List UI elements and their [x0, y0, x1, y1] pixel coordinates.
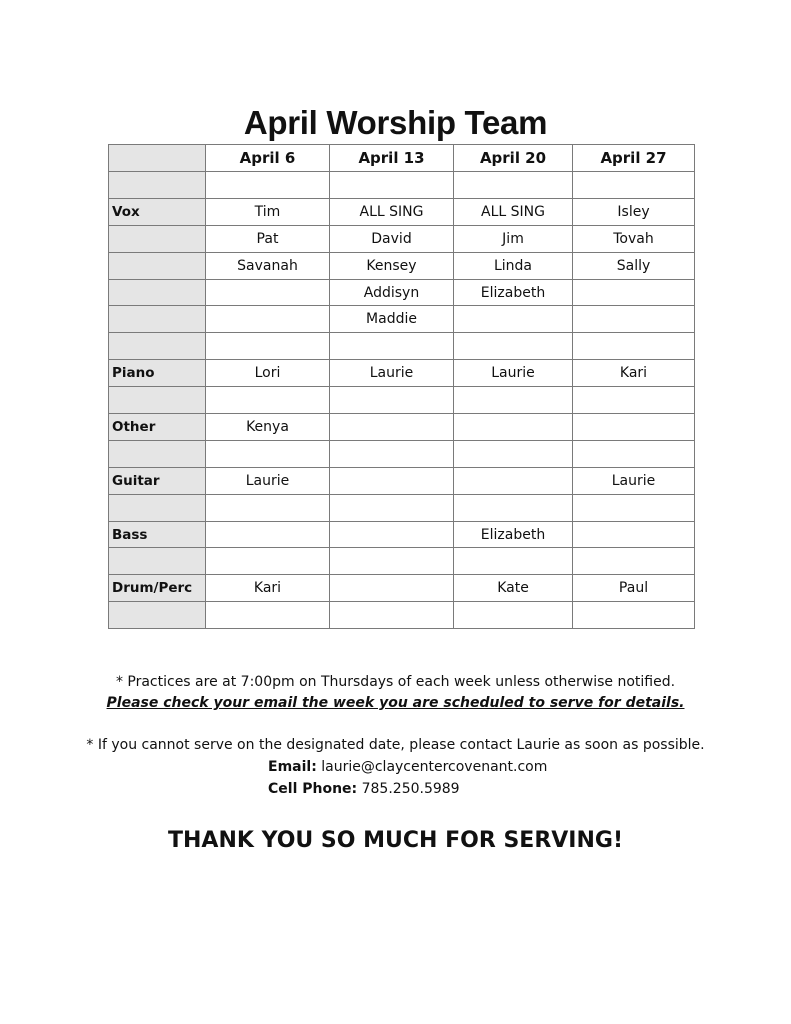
- phone-value: 785.250.5989: [361, 781, 460, 797]
- assignment-cell: Elizabeth: [454, 279, 573, 306]
- table-row: [109, 494, 695, 521]
- header-corner-cell: [109, 145, 206, 172]
- assignment-cell: [206, 494, 330, 521]
- role-label-cell: [109, 225, 206, 252]
- assignment-cell: [330, 440, 454, 467]
- assignment-cell: [573, 494, 695, 521]
- assignment-cell: ALL SING: [454, 198, 573, 225]
- assignment-cell: [206, 548, 330, 575]
- contact-phone: [268, 779, 460, 800]
- table-row: [109, 252, 695, 279]
- assignment-cell: [330, 467, 454, 494]
- assignment-cell: [330, 521, 454, 548]
- assignment-cell: [330, 494, 454, 521]
- header-row: [109, 145, 695, 172]
- assignment-cell: Linda: [454, 252, 573, 279]
- assignment-cell: Lori: [206, 360, 330, 387]
- assignment-cell: [206, 172, 330, 199]
- role-label-cell: [109, 548, 206, 575]
- role-label-cell: Other: [109, 414, 206, 441]
- assignment-cell: [454, 494, 573, 521]
- email-check-note: Please check your email the week you are scheduled to serve for details.: [106, 695, 685, 711]
- date-header-april-13: April 13: [330, 145, 454, 172]
- assignment-cell: [330, 414, 454, 441]
- thank-you-message: THANK YOU SO MUCH FOR SERVING!: [168, 828, 623, 853]
- role-label-cell: Drum/Perc: [109, 575, 206, 602]
- role-label-cell: [109, 333, 206, 360]
- assignment-cell: [206, 387, 330, 414]
- assignment-cell: [206, 333, 330, 360]
- role-label-cell: [109, 387, 206, 414]
- table-row: [109, 279, 695, 306]
- assignment-cell: Isley: [573, 198, 695, 225]
- assignment-cell: [330, 575, 454, 602]
- table-row: [109, 172, 695, 199]
- assignment-cell: [573, 414, 695, 441]
- assignment-cell: [573, 387, 695, 414]
- assignment-cell: [206, 440, 330, 467]
- table-row: [109, 198, 695, 225]
- assignment-cell: [454, 172, 573, 199]
- assignment-cell: [573, 521, 695, 548]
- assignment-cell: Laurie: [206, 467, 330, 494]
- assignment-cell: Savanah: [206, 252, 330, 279]
- assignment-cell: Laurie: [573, 467, 695, 494]
- assignment-cell: [330, 172, 454, 199]
- phone-label: Cell Phone:: [268, 781, 358, 797]
- role-label-cell: [109, 172, 206, 199]
- role-label-cell: Bass: [109, 521, 206, 548]
- table-row: [109, 548, 695, 575]
- assignment-cell: [330, 602, 454, 629]
- assignment-cell: [573, 306, 695, 333]
- role-label-cell: [109, 279, 206, 306]
- assignment-cell: Tovah: [573, 225, 695, 252]
- table-row: [109, 306, 695, 333]
- role-label-cell: [109, 440, 206, 467]
- role-label-cell: [109, 306, 206, 333]
- table-row: [109, 333, 695, 360]
- date-header-april-6: April 6: [206, 145, 330, 172]
- assignment-cell: [454, 387, 573, 414]
- assignment-cell: Tim: [206, 198, 330, 225]
- assignment-cell: Laurie: [330, 360, 454, 387]
- assignment-cell: [206, 279, 330, 306]
- assignment-cell: [454, 467, 573, 494]
- assignment-cell: Jim: [454, 225, 573, 252]
- assignment-cell: [330, 548, 454, 575]
- assignment-cell: Kensey: [330, 252, 454, 279]
- assignment-cell: [454, 414, 573, 441]
- role-label-cell: Piano: [109, 360, 206, 387]
- table-row: [109, 602, 695, 629]
- assignment-cell: Elizabeth: [454, 521, 573, 548]
- assignment-cell: [573, 172, 695, 199]
- assignment-cell: [330, 333, 454, 360]
- assignment-cell: [454, 602, 573, 629]
- email-value: laurie@claycentercovenant.com: [321, 759, 548, 775]
- assignment-cell: Kenya: [206, 414, 330, 441]
- assignment-cell: Laurie: [454, 360, 573, 387]
- practice-note: * Practices are at 7:00pm on Thursdays of each week unless otherwise notified.: [115, 674, 676, 690]
- assignment-cell: [330, 387, 454, 414]
- assignment-cell: Pat: [206, 225, 330, 252]
- assignment-cell: ALL SING: [330, 198, 454, 225]
- assignment-cell: [206, 602, 330, 629]
- table-row: [109, 521, 695, 548]
- assignment-cell: [573, 333, 695, 360]
- assignment-cell: [573, 548, 695, 575]
- table-row: [109, 225, 695, 252]
- role-label-cell: Guitar: [109, 467, 206, 494]
- assignment-cell: [454, 548, 573, 575]
- schedule-table-body: [109, 145, 695, 629]
- assignment-cell: Paul: [573, 575, 695, 602]
- contact-email: [268, 757, 547, 778]
- assignment-cell: [454, 440, 573, 467]
- table-row: [109, 360, 695, 387]
- assignment-cell: Maddie: [330, 306, 454, 333]
- assignment-cell: [573, 440, 695, 467]
- email-label: Email:: [268, 759, 317, 775]
- assignment-cell: Sally: [573, 252, 695, 279]
- table-row: [109, 440, 695, 467]
- assignment-cell: [573, 279, 695, 306]
- table-row: [109, 387, 695, 414]
- assignment-cell: [573, 602, 695, 629]
- assignment-cell: [206, 521, 330, 548]
- table-row: [109, 414, 695, 441]
- page-title: April Worship Team: [243, 104, 548, 141]
- assignment-cell: Addisyn: [330, 279, 454, 306]
- role-label-cell: Vox: [109, 198, 206, 225]
- role-label-cell: [109, 252, 206, 279]
- table-row: [109, 467, 695, 494]
- assignment-cell: [206, 306, 330, 333]
- date-header-april-20: April 20: [454, 145, 573, 172]
- role-label-cell: [109, 602, 206, 629]
- assignment-cell: Kate: [454, 575, 573, 602]
- role-label-cell: [109, 494, 206, 521]
- assignment-cell: [454, 333, 573, 360]
- date-header-april-27: April 27: [573, 145, 695, 172]
- assignment-cell: Kari: [206, 575, 330, 602]
- assignment-cell: [454, 306, 573, 333]
- schedule-table: [108, 144, 695, 629]
- assignment-cell: Kari: [573, 360, 695, 387]
- assignment-cell: David: [330, 225, 454, 252]
- table-row: [109, 575, 695, 602]
- cannot-serve-note: * If you cannot serve on the designated date, please contact Laurie as soon as possible.: [86, 737, 705, 753]
